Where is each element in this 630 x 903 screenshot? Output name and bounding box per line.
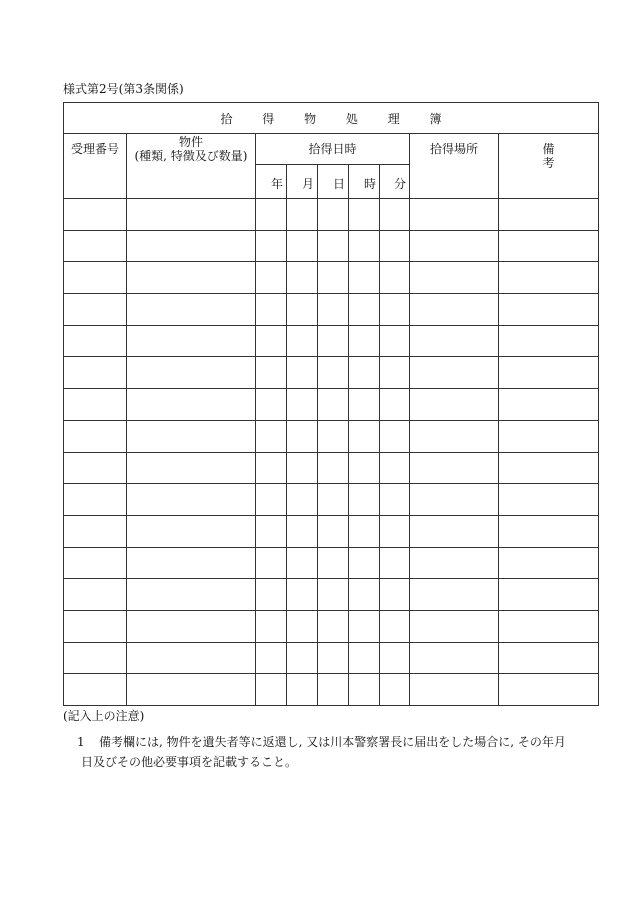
table-cell[interactable] <box>349 484 380 516</box>
table-cell[interactable] <box>380 357 410 389</box>
table-cell[interactable] <box>287 199 318 231</box>
table-cell[interactable] <box>127 579 256 611</box>
table-cell[interactable] <box>410 515 499 547</box>
table-cell[interactable] <box>349 515 380 547</box>
table-cell[interactable] <box>127 642 256 674</box>
table-row <box>64 230 599 262</box>
header-item-line2: (種類, 特徴及び数量) <box>134 149 248 163</box>
table-cell[interactable] <box>380 389 410 421</box>
table-cell[interactable] <box>287 484 318 516</box>
table-cell[interactable] <box>127 452 256 484</box>
table-cell[interactable] <box>287 642 318 674</box>
table-cell[interactable] <box>256 484 287 516</box>
table-cell[interactable] <box>287 230 318 262</box>
table-cell[interactable] <box>256 642 287 674</box>
table-cell[interactable] <box>318 484 349 516</box>
table-cell[interactable] <box>127 294 256 326</box>
table-cell[interactable] <box>318 262 349 294</box>
header-pickup-datetime: 拾得日時 <box>256 134 410 165</box>
table-cell[interactable] <box>410 262 499 294</box>
table-cell[interactable] <box>380 294 410 326</box>
table-cell[interactable] <box>318 642 349 674</box>
table-cell[interactable] <box>256 389 287 421</box>
header-item-line1: 物件 <box>178 135 203 149</box>
table-cell[interactable] <box>499 262 599 294</box>
table-cell[interactable] <box>410 294 499 326</box>
table-cell[interactable] <box>64 357 127 389</box>
table-cell[interactable] <box>380 325 410 357</box>
header-item <box>127 134 256 199</box>
table-cell[interactable] <box>64 389 127 421</box>
table-cell[interactable] <box>127 484 256 516</box>
table-cell[interactable] <box>410 325 499 357</box>
table-cell[interactable] <box>127 262 256 294</box>
header-minute: 分 <box>380 165 410 199</box>
table-cell[interactable] <box>410 452 499 484</box>
table-cell[interactable] <box>349 642 380 674</box>
table-cell[interactable] <box>287 389 318 421</box>
table-cell[interactable] <box>287 262 318 294</box>
table-row <box>64 262 599 294</box>
table-cell[interactable] <box>64 420 127 452</box>
table-cell[interactable] <box>287 547 318 579</box>
table-cell[interactable] <box>318 325 349 357</box>
table-cell[interactable] <box>256 452 287 484</box>
table-cell[interactable] <box>499 515 599 547</box>
table-cell[interactable] <box>318 579 349 611</box>
table-cell[interactable] <box>64 262 127 294</box>
table-cell[interactable] <box>287 420 318 452</box>
header-receipt-number: 受理番号 <box>64 134 127 199</box>
table-cell[interactable] <box>256 262 287 294</box>
table-row <box>64 515 599 547</box>
table-cell[interactable] <box>64 199 127 231</box>
table-cell[interactable] <box>380 642 410 674</box>
table-cell[interactable] <box>499 199 599 231</box>
table-row <box>64 452 599 484</box>
table-cell[interactable] <box>318 357 349 389</box>
note-text-line2: 日及びその他必要事項を記載すること。 <box>81 755 298 769</box>
entry-notes <box>63 707 603 772</box>
table-cell[interactable] <box>349 230 380 262</box>
table-cell[interactable] <box>410 389 499 421</box>
table-cell[interactable] <box>410 674 499 706</box>
table-cell[interactable] <box>64 294 127 326</box>
table-cell[interactable] <box>410 642 499 674</box>
table-row <box>64 389 599 421</box>
table-cell[interactable] <box>256 610 287 642</box>
table-cell[interactable] <box>64 642 127 674</box>
table-cell[interactable] <box>349 420 380 452</box>
table-cell[interactable] <box>256 547 287 579</box>
table-cell[interactable] <box>256 515 287 547</box>
table-cell[interactable] <box>499 420 599 452</box>
table-cell[interactable] <box>127 547 256 579</box>
table-cell[interactable] <box>127 230 256 262</box>
table-cell[interactable] <box>287 515 318 547</box>
table-cell[interactable] <box>64 484 127 516</box>
table-cell[interactable] <box>499 674 599 706</box>
note-item <box>63 732 603 752</box>
ledger-title: 拾 得 物 処 理 簿 <box>64 103 599 134</box>
table-cell[interactable] <box>380 452 410 484</box>
table-cell[interactable] <box>499 452 599 484</box>
table-row <box>64 610 599 642</box>
table-cell[interactable] <box>318 610 349 642</box>
table-cell[interactable] <box>127 674 256 706</box>
table-cell[interactable] <box>318 389 349 421</box>
header-month: 月 <box>287 165 318 199</box>
table-cell[interactable] <box>64 325 127 357</box>
table-row <box>64 547 599 579</box>
table-row <box>64 357 599 389</box>
table-row <box>64 420 599 452</box>
table-cell[interactable] <box>287 357 318 389</box>
table-cell[interactable] <box>499 325 599 357</box>
table-row <box>64 579 599 611</box>
table-cell[interactable] <box>127 610 256 642</box>
table-cell[interactable] <box>318 230 349 262</box>
table-cell[interactable] <box>349 547 380 579</box>
table-cell[interactable] <box>287 452 318 484</box>
table-cell[interactable] <box>380 674 410 706</box>
table-cell[interactable] <box>410 199 499 231</box>
table-cell[interactable] <box>499 610 599 642</box>
table-cell[interactable] <box>349 674 380 706</box>
table-cell[interactable] <box>287 294 318 326</box>
table-cell[interactable] <box>410 579 499 611</box>
table-cell[interactable] <box>318 452 349 484</box>
table-cell[interactable] <box>349 579 380 611</box>
table-cell[interactable] <box>499 389 599 421</box>
table-cell[interactable] <box>380 515 410 547</box>
table-cell[interactable] <box>287 579 318 611</box>
table-cell[interactable] <box>410 230 499 262</box>
table-cell[interactable] <box>64 452 127 484</box>
table-cell[interactable] <box>380 230 410 262</box>
table-row <box>64 325 599 357</box>
table-cell[interactable] <box>499 357 599 389</box>
table-cell[interactable] <box>127 389 256 421</box>
table-cell[interactable] <box>64 579 127 611</box>
table-cell[interactable] <box>64 674 127 706</box>
table-cell[interactable] <box>380 579 410 611</box>
header-day: 日 <box>318 165 349 199</box>
table-cell[interactable] <box>318 420 349 452</box>
table-cell[interactable] <box>287 325 318 357</box>
table-cell[interactable] <box>318 294 349 326</box>
table-cell[interactable] <box>256 357 287 389</box>
table-cell[interactable] <box>127 325 256 357</box>
table-cell[interactable] <box>499 547 599 579</box>
table-cell[interactable] <box>318 674 349 706</box>
table-cell[interactable] <box>349 325 380 357</box>
note-text-line1: 備考欄には, 物件を遺失者等に返還し, 又は川本警察署長に届出をした場合に, その年月 <box>99 735 566 749</box>
table-cell[interactable] <box>287 674 318 706</box>
table-cell[interactable] <box>410 547 499 579</box>
lost-property-ledger-table <box>63 102 599 706</box>
table-cell[interactable] <box>256 420 287 452</box>
table-cell[interactable] <box>64 515 127 547</box>
table-cell[interactable] <box>349 294 380 326</box>
table-cell[interactable] <box>349 357 380 389</box>
header-hour: 時 <box>349 165 380 199</box>
form-number-label: 様式第2号(第3条関係) <box>63 82 184 96</box>
table-cell[interactable] <box>380 199 410 231</box>
table-cell[interactable] <box>410 610 499 642</box>
header-remarks: 備考 <box>499 134 599 199</box>
table-cell[interactable] <box>64 547 127 579</box>
header-pickup-place: 拾得場所 <box>410 134 499 199</box>
table-cell[interactable] <box>256 199 287 231</box>
table-cell[interactable] <box>127 357 256 389</box>
table-cell[interactable] <box>380 484 410 516</box>
table-row <box>64 484 599 516</box>
table-cell[interactable] <box>349 610 380 642</box>
table-cell[interactable] <box>64 230 127 262</box>
notes-title: (記入上の注意) <box>63 709 145 723</box>
table-cell[interactable] <box>380 420 410 452</box>
table-cell[interactable] <box>256 325 287 357</box>
table-cell[interactable] <box>380 547 410 579</box>
table-cell[interactable] <box>410 357 499 389</box>
table-cell[interactable] <box>256 230 287 262</box>
table-cell[interactable] <box>380 262 410 294</box>
table-cell[interactable] <box>318 199 349 231</box>
note-number: 1 <box>77 735 85 749</box>
table-cell[interactable] <box>499 642 599 674</box>
table-cell[interactable] <box>410 484 499 516</box>
table-row <box>64 199 599 231</box>
table-cell[interactable] <box>380 610 410 642</box>
table-cell[interactable] <box>410 420 499 452</box>
table-row <box>64 674 599 706</box>
header-year: 年 <box>256 165 287 199</box>
table-row <box>64 294 599 326</box>
table-cell[interactable] <box>349 452 380 484</box>
table-cell[interactable] <box>499 294 599 326</box>
table-cell[interactable] <box>127 420 256 452</box>
table-cell[interactable] <box>318 547 349 579</box>
table-cell[interactable] <box>127 199 256 231</box>
table-cell[interactable] <box>256 674 287 706</box>
table-cell[interactable] <box>256 579 287 611</box>
table-cell[interactable] <box>349 389 380 421</box>
table-cell[interactable] <box>287 610 318 642</box>
table-cell[interactable] <box>349 199 380 231</box>
table-cell[interactable] <box>499 484 599 516</box>
table-row <box>64 642 599 674</box>
table-cell[interactable] <box>256 294 287 326</box>
table-cell[interactable] <box>318 515 349 547</box>
table-cell[interactable] <box>499 230 599 262</box>
table-cell[interactable] <box>127 515 256 547</box>
table-cell[interactable] <box>64 610 127 642</box>
table-cell[interactable] <box>349 262 380 294</box>
table-cell[interactable] <box>499 579 599 611</box>
